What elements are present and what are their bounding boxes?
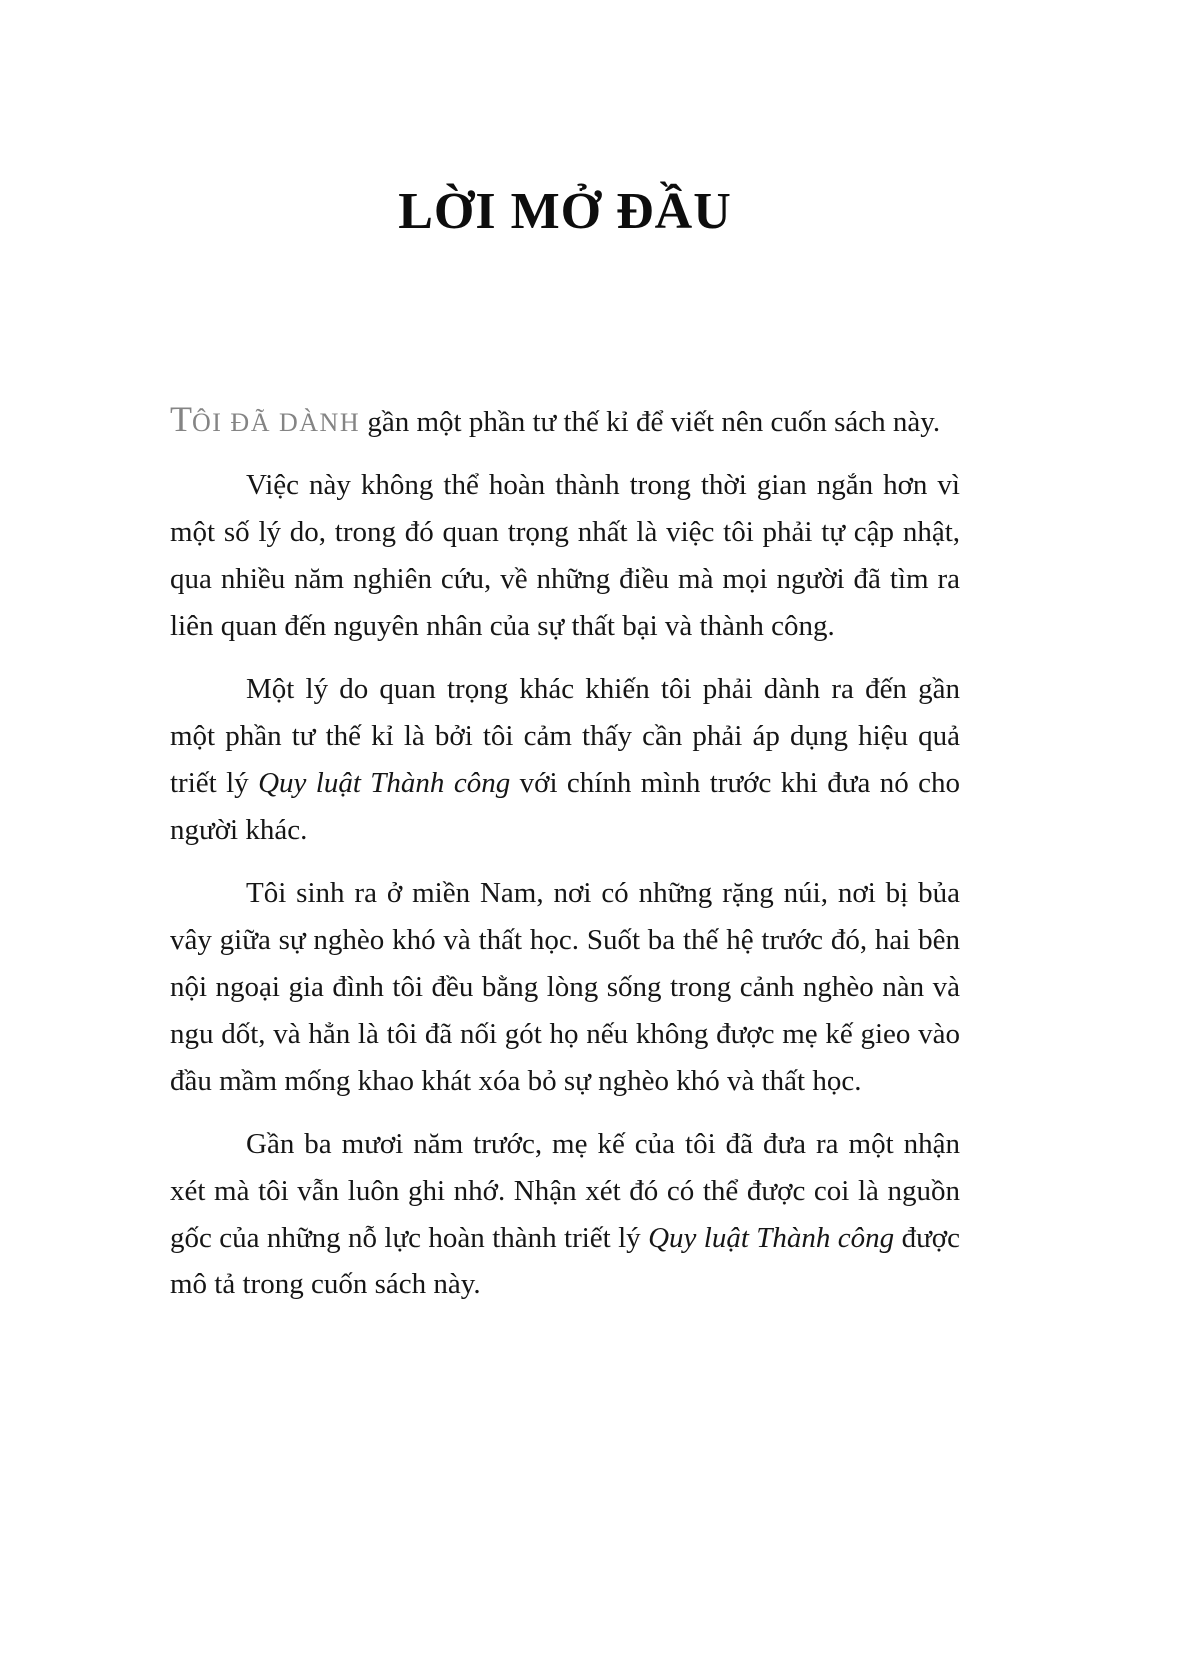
- lead-small-caps: ÔI ĐÃ DÀNH: [192, 408, 361, 437]
- preface-content: [170, 399, 960, 1308]
- paragraph-5: [170, 1121, 960, 1309]
- page-title: LỜI MỞ ĐẦU: [398, 183, 732, 240]
- paragraph-1: [170, 399, 960, 446]
- paragraph-2-text: Việc này không thể hoàn thành trong thời gian ngắn hơn vì một số lý do, trong đó quan trọng nhất là việc tôi phải tự cập nhật, qua nhiều năm nghiên cứu, về những điều mà mọi người đã tìm ra liên quan đến nguyên nhân của sự thất bại và thành công.: [170, 468, 960, 642]
- paragraph-3: [170, 666, 960, 854]
- paragraph-4: [170, 870, 960, 1105]
- paragraph-3-text-pre: Một lý do quan trọng khác khiến tôi phải dành ra đến gần một phần tư thế kỉ là bởi tôi cảm thấy cần phải áp dụng hiệu quả triết lý: [170, 672, 960, 799]
- paragraph-4-text: Tôi sinh ra ở miền Nam, nơi có những rặng núi, nơi bị bủa vây giữa sự nghèo khó và thất học. Suốt ba thế hệ trước đó, hai bên nội ngoại gia đình tôi đều bằng lòng sống trong cảnh nghèo nàn và ngu dốt, và hẳn là tôi đã nối gót họ nếu không được mẹ kế gieo vào đầu mầm mống khao khát xóa bỏ sự nghèo khó và thất học.: [170, 876, 960, 1097]
- paragraph-5-text-post: được mô tả trong cuốn sách này.: [170, 1221, 960, 1301]
- paragraph-5-text-pre: Gần ba mươi năm trước, mẹ kế của tôi đã đưa ra một nhận xét mà tôi vẫn luôn ghi nhớ. Nhận xét đó có thể được coi là nguồn gốc của những nỗ lực hoàn thành triết lý: [170, 1127, 960, 1254]
- lead-initial-letter: T: [170, 399, 192, 439]
- book-title-italic: Quy luật Thành công: [648, 1221, 895, 1254]
- paragraph-1-text: gần một phần tư thế kỉ để viết nên cuốn sách này.: [360, 406, 941, 438]
- paragraph-2: [170, 462, 960, 650]
- paragraph-3-text-post: với chính mình trước khi đưa nó cho người khác.: [170, 766, 960, 846]
- book-title-italic: Quy luật Thành công: [258, 766, 511, 799]
